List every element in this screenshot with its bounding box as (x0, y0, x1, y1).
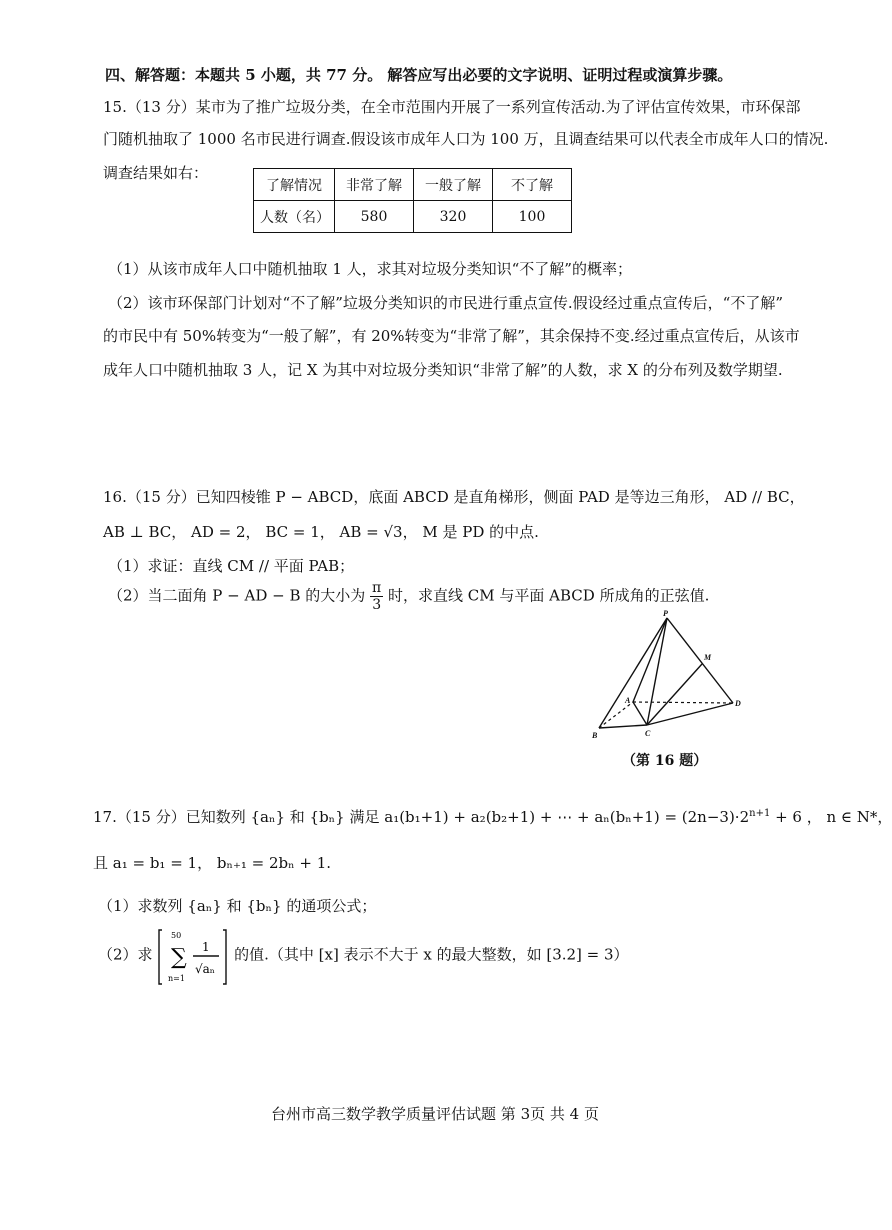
q15-part2-line1: （2）该市环保部门计划对“不了解”垃圾分类知识的市民进行重点宣传.假设经过重点宣传后，“不了解” (108, 294, 783, 312)
q17-part2-post: 的值.（其中 [x] 表示不大于 x 的最大整数，如 [3.2] = 3） (234, 945, 629, 964)
edge-AD-dashed (633, 702, 733, 703)
label-P: P (663, 609, 668, 618)
label-M: M (704, 653, 712, 662)
pyramid-figure (585, 610, 755, 745)
survey-header-cell: 非常了解 (335, 169, 414, 201)
segment-AC (633, 702, 647, 725)
q15-part2-line3: 成年人口中随机抽取 3 人，记 X 为其中对垃圾分类知识“非常了解”的人数，求 X 的分布列及数学期望. (103, 361, 783, 379)
pi-over-3-fraction (370, 580, 383, 613)
survey-row-label: 人数（名） (254, 201, 335, 233)
sigma-symbol: ∑ (171, 945, 188, 970)
survey-header-cell: 了解情况 (254, 169, 335, 201)
segment-CM (647, 664, 702, 725)
q17-part2-pre: （2）求 (98, 945, 153, 964)
q17-part2 (98, 928, 629, 983)
sum-upper-limit: 50 (171, 931, 182, 940)
floor-bracket-sum (157, 928, 229, 986)
q17-line1-pre: 17.（15 分）已知数列 {aₙ} 和 {bₙ} 满足 a₁(b₁+1) + a₂(b₂+1) + ⋯ + aₙ(bₙ+1) = (2n−3)·2 (93, 808, 750, 826)
edge-BC (599, 725, 647, 728)
floor-sum-expression (157, 928, 229, 983)
q15-part1: （1）从该市成年人口中随机抽取 1 人，求其对垃圾分类知识“不了解”的概率； (108, 260, 632, 278)
q15-part2-line2: 的市民中有 50%转变为“一般了解”，有 20%转变为“非常了解”，其余保持不变.经过重点宣传后，从该市 (103, 327, 800, 345)
sum-numerator: 1 (202, 940, 210, 954)
q17-line1 (93, 806, 892, 827)
edge-PD (667, 618, 733, 703)
q16-line1: 16.（15 分）已知四棱锥 P − ABCD，底面 ABCD 是直角梯形，侧面 PAD 是等边三角形， AD // BC， (103, 488, 805, 506)
frac-denominator: 3 (372, 597, 382, 613)
q16-line2: AB ⊥ BC， AD = 2， BC = 1， AB = √3， M 是 PD 的中点. (103, 523, 539, 541)
q15-line1: 15.（13 分）某市为了推广垃圾分类，在全市范围内开展了一系列宣传活动.为了评估宣传效果，市环保部 (103, 98, 801, 116)
figure-caption: （第 16 题） (622, 753, 708, 769)
page-footer: 台州市高三数学教学质量评估试题 第 3页 共 4 页 (271, 1105, 599, 1123)
edge-PA (633, 618, 667, 702)
survey-header-cell: 一般了解 (414, 169, 493, 201)
section-header: 四、解答题：本题共 5 小题，共 77 分。 解答应写出必要的文字说明、证明过程或演算步骤。 (105, 66, 733, 84)
sum-lower-limit: n=1 (168, 974, 186, 983)
q15-line3: 调查结果如右： (103, 164, 209, 182)
survey-value-cell: 580 (335, 201, 414, 233)
survey-value-cell: 320 (414, 201, 493, 233)
q16-part2 (108, 580, 709, 613)
q17-exponent: n+1 (749, 808, 771, 819)
q16-part2-pre: （2）当二面角 P − AD − B 的大小为 (108, 586, 366, 605)
label-D: D (735, 699, 741, 708)
q17-line1-post: + 6 ， n ∈ N*， (770, 808, 892, 826)
survey-header-cell: 不了解 (493, 169, 572, 201)
survey-table (253, 168, 572, 233)
edge-CD (647, 703, 733, 725)
survey-value-cell: 100 (493, 201, 572, 233)
label-B: B (592, 731, 598, 740)
left-bracket (159, 930, 162, 984)
frac-numerator: π (372, 580, 382, 596)
q16-part2-post: 时，求直线 CM 与平面 ABCD 所成角的正弦值. (388, 586, 710, 605)
survey-data-row (254, 201, 572, 233)
q17-part1: （1）求数列 {aₙ} 和 {bₙ} 的通项公式； (98, 897, 377, 915)
q16-part1: （1）求证：直线 CM // 平面 PAB； (108, 557, 355, 575)
edge-BA-dashed (599, 702, 633, 728)
survey-header-row (254, 169, 572, 201)
q15-line2: 门随机抽取了 1000 名市民进行调查.假设该市成年人口为 100 万，且调查结果可以代表全市成年人口的情况. (103, 130, 829, 148)
q17-line2: 且 a₁ = b₁ = 1， bₙ₊₁ = 2bₙ + 1. (93, 854, 332, 872)
sum-denominator: √aₙ (195, 962, 216, 976)
right-bracket (223, 930, 226, 984)
label-C: C (645, 729, 651, 738)
label-A: A (625, 696, 631, 705)
